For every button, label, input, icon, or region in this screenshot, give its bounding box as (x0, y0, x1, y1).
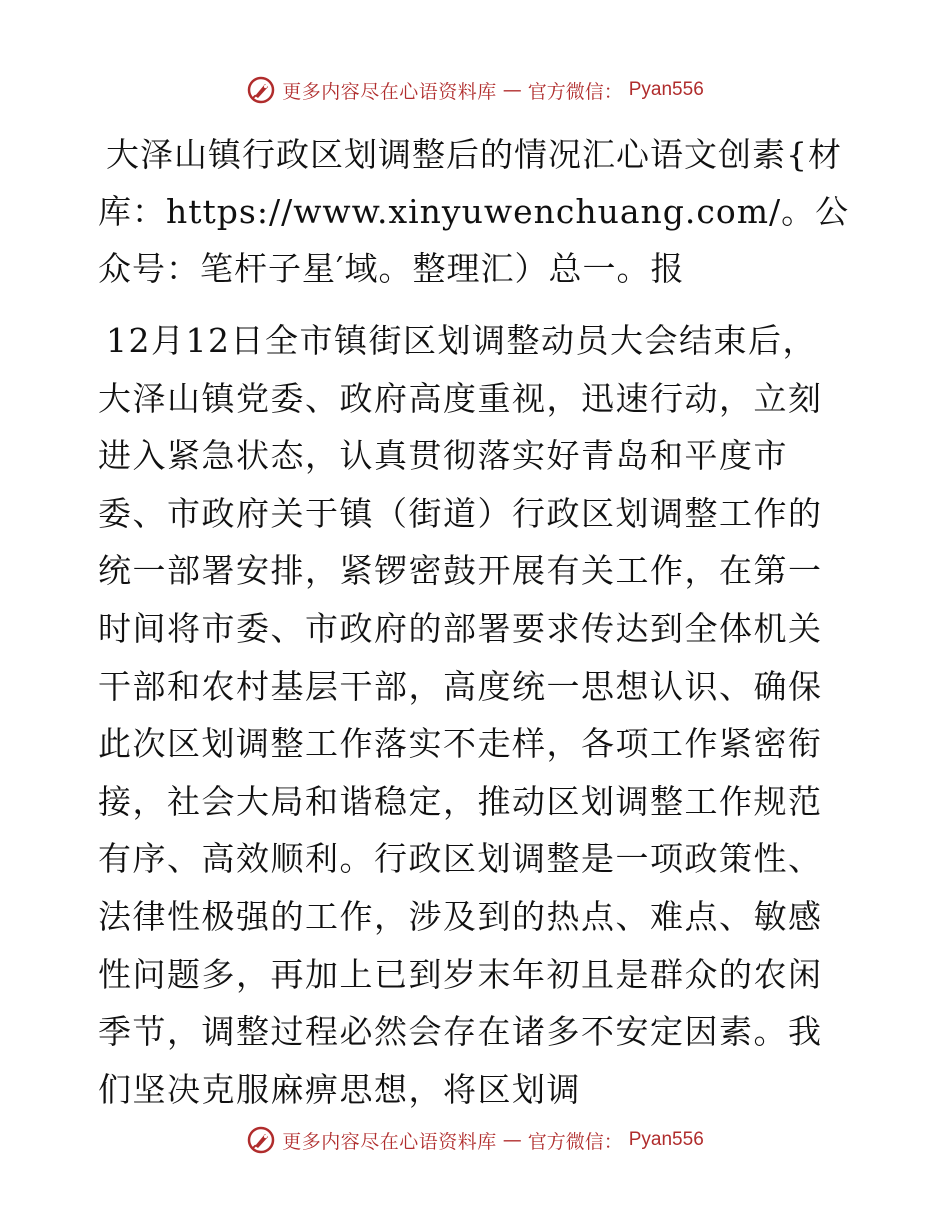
header-wechat-label: 官方微信： (527, 80, 623, 103)
footer-site-text: 更多内容尽在心语资料库 (282, 1130, 497, 1153)
pen-nib-circle-icon (246, 75, 276, 105)
document-body (98, 312, 850, 1118)
body-paragraph: 12月12日全市镇街区划调整动员大会结束后，大泽山镇党委、政府高度重视，迅速行动，立刻进入紧急状态，认真贯彻落实好青岛和平度市委、市政府关于镇（街道）行政区划调整工作的统一部署安排，紧锣密鼓开展有关工作，在第一时间将市委、市政府的部署要求传达到全体机关干部和农村基层干部，高度统一思想认识、确保此次区划调整工作落实不走样，各项工作紧密衔接，社会大局和谐稳定，推动区划调整工作规范有序、高效顺利。行政区划调整是一项政策性、法律性极强的工作，涉及到的热点、难点、敏感性问题多，再加上已到岁末年初且是群众的农闲季节，调整过程必然会存在诸多不安定因素。我们坚决克服麻痹思想，将区划调 (98, 321, 823, 1109)
document-title-text: 大泽山镇行政区划调整后的情况汇心语文创素{材库：https://www.xinyuwenchuang.com/。公众号：笔杆子星′域。整理汇）总一。报 (98, 135, 850, 288)
footer-wechat-label: 官方微信： (527, 1130, 623, 1153)
header-site-text: 更多内容尽在心语资料库 (282, 80, 497, 103)
document-title (98, 126, 858, 297)
header-banner (0, 70, 950, 110)
footer-banner-content (246, 1125, 704, 1155)
footer-wechat-id: Pyan556 (628, 1129, 704, 1150)
pen-nib-circle-icon (246, 1125, 276, 1155)
header-wechat-id: Pyan556 (628, 79, 704, 100)
header-separator: — (502, 79, 522, 101)
footer-separator: — (502, 1129, 522, 1151)
header-banner-content (246, 75, 704, 105)
footer-banner (0, 1120, 950, 1160)
